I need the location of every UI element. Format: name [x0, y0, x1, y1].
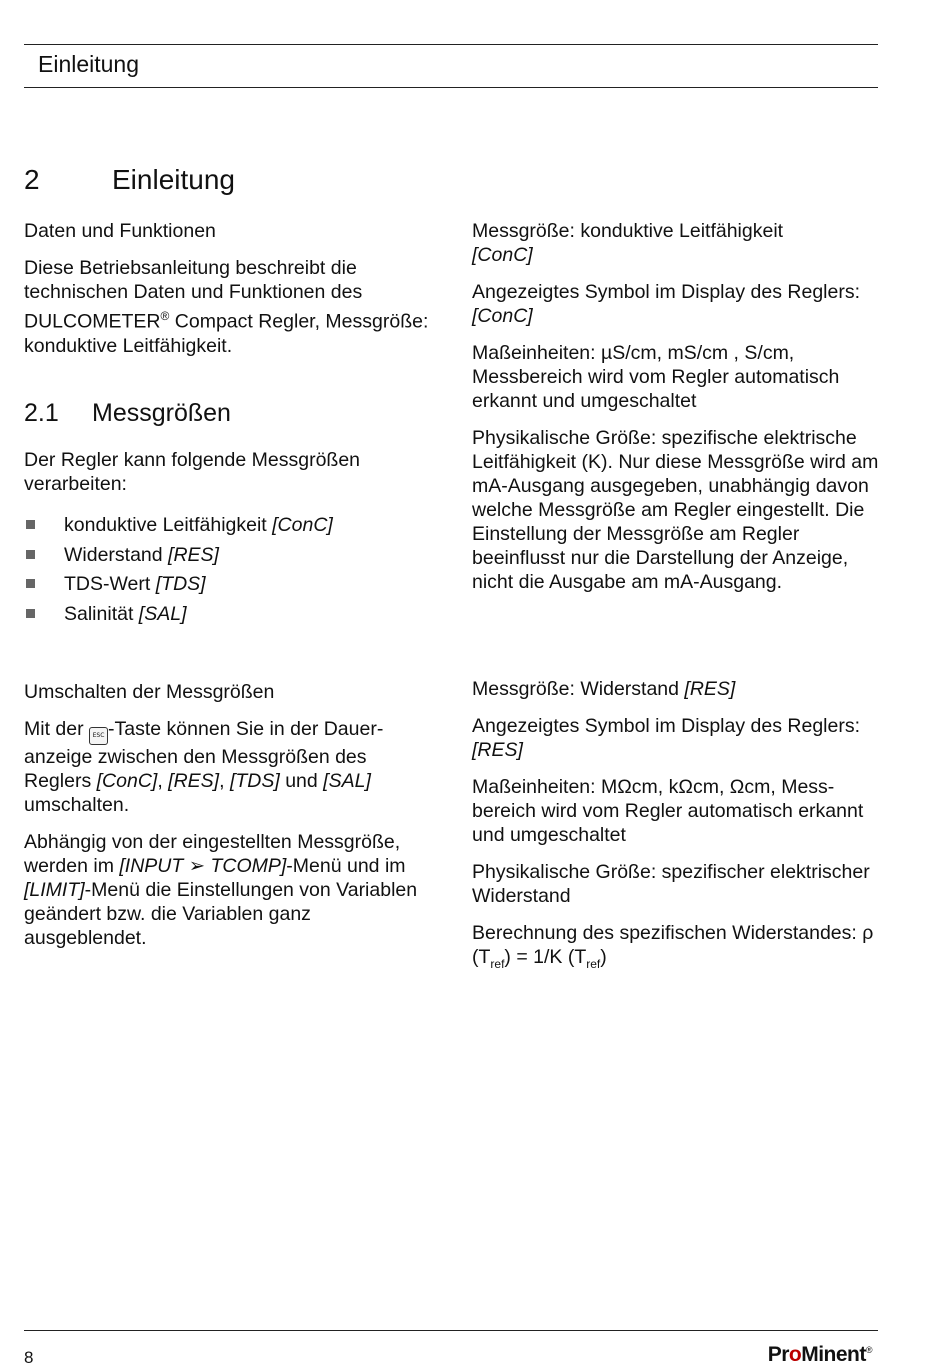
list-item: [24, 602, 429, 626]
list-item-text: TDS-Wert: [64, 573, 156, 595]
code-res: [RES]: [168, 770, 220, 792]
list-item-text: Widerstand: [64, 543, 169, 566]
list-item-code: [RES]: [168, 543, 219, 566]
symbol-code: [ConC]: [472, 305, 533, 327]
subscript-ref: ref: [586, 956, 601, 971]
list-item-code: [ConC]: [272, 514, 333, 536]
list-item-text: Salinität: [64, 602, 139, 625]
bullet-square-icon: [26, 520, 35, 529]
resistance-physics-paragraph: Physikalische Größe: spezifischer elektrischer Widerstand: [472, 861, 870, 907]
conductivity-symbol-paragraph: [472, 280, 887, 328]
right-bottom-block: [472, 677, 887, 989]
dependency-text: -Menü und im: [286, 855, 406, 877]
header-rule-bottom: [24, 87, 878, 88]
chapter-title: Einleitung: [112, 164, 235, 195]
measurands-intro: Der Regler kann folgende Messgrößen verarbeiten:: [24, 449, 361, 495]
code-conc: [ConC]: [96, 770, 158, 792]
logo-part: o: [788, 1343, 802, 1366]
heading-code: [RES]: [684, 678, 736, 700]
subscript-ref: ref: [490, 956, 505, 971]
footer-rule: [24, 1330, 878, 1331]
left-top-block: [24, 219, 429, 371]
heading-text: Messgröße: konduktive Leitfähigkeit: [472, 220, 784, 242]
bullet-square-icon: [26, 609, 35, 618]
data-functions-heading: Daten und Funktionen: [24, 220, 216, 242]
logo-part: Minent: [801, 1343, 866, 1366]
formula-text-end: ): [600, 946, 607, 968]
dependency-text: Abhängig von der eingestellten Messgröße, werden im: [24, 831, 401, 877]
section-title: Messgrößen: [92, 399, 231, 427]
left-bottom-block: [24, 680, 436, 963]
switching-text: -Taste können Sie in der Daueranzeige zwischen den Messgrößen des Reglers: [24, 718, 384, 792]
prominent-logo: [768, 1343, 872, 1367]
bullet-square-icon: [26, 579, 35, 588]
switching-text: Mit der: [24, 718, 90, 740]
heading-code: [ConC]: [472, 244, 533, 266]
measurands-block: [24, 448, 429, 631]
code-input-tcomp: [INPUT ➢ TCOMP]: [119, 855, 287, 877]
section-heading: [24, 399, 231, 428]
conductivity-physics-paragraph: Physikalische Größe: spezifische elektrische Leitfähigkeit (K). Nur diese Messgröße wird am mA-Ausgang ausgegeben, unabhängig davon welche Messgröße am Regler eingestellt. Die Einstellung der Messgröße am Regler beeinflusst nur die Darstellung der Anzeige, nicht die Ausgabe am mA-Ausgang.: [472, 427, 879, 593]
header-rule-top: [24, 44, 878, 45]
intro-paragraph: [24, 256, 429, 358]
formula-text: Berechnung des spezifischen Widerstandes: ρ (T: [472, 922, 874, 968]
resistance-units-paragraph: Maßeinheiten: MΩcm, kΩcm, Ωcm, Messbereich wird vom Regler automatisch erkannt und umgeschaltet: [472, 776, 864, 846]
list-item-code: [SAL]: [138, 602, 187, 625]
code-limit: [LIMIT]: [24, 879, 85, 901]
intro-text-end: Compact Regler, Messgröße: konduktive Leitfähigkeit.: [24, 310, 429, 357]
page-number: 8: [24, 1348, 34, 1367]
dependency-text-end: -Menü die Einstellungen von Variablen geändert bzw. die Variablen ganz ausgeblendet.: [24, 879, 418, 949]
list-item: [24, 513, 429, 537]
resistance-heading: [472, 677, 887, 701]
formula-text: ) = 1/K (T: [504, 946, 587, 968]
switching-heading: Umschalten der Messgrößen: [24, 681, 275, 703]
intro-text: Diese Betriebsanleitung beschreibt die technischen Daten und Funktionen des DULCOMETER: [24, 257, 363, 333]
resistance-symbol-paragraph: [472, 714, 887, 762]
logo-registered-mark: ®: [865, 1345, 872, 1355]
conductivity-heading: [472, 219, 887, 267]
chapter-heading: [24, 164, 235, 196]
dependency-paragraph: [24, 830, 436, 950]
code-tds: [TDS]: [229, 770, 280, 792]
esc-key-icon: ESC: [89, 727, 108, 745]
separator: ,: [219, 770, 230, 792]
section-number: 2.1: [24, 399, 59, 427]
list-item-code: [TDS]: [155, 573, 206, 595]
running-title: Einleitung: [38, 51, 140, 77]
symbol-text: Angezeigtes Symbol im Display des Reglers:: [472, 715, 861, 737]
conductivity-units-paragraph: Maßeinheiten: µS/cm, mS/cm , S/cm, Messbereich wird vom Regler automatisch erkannt und umgeschaltet: [472, 342, 840, 412]
resistance-formula-paragraph: [472, 921, 887, 976]
logo-part: Pr: [767, 1343, 789, 1366]
list-item: [24, 543, 429, 567]
chapter-number: 2: [24, 164, 40, 195]
bullet-square-icon: [26, 550, 35, 559]
code-sal: [SAL]: [323, 770, 371, 792]
symbol-code: [RES]: [472, 739, 523, 761]
symbol-text: Angezeigtes Symbol im Display des Reglers:: [472, 281, 861, 303]
right-top-block: [472, 219, 887, 607]
separator: ,: [157, 770, 169, 792]
switching-paragraph: [24, 717, 436, 817]
heading-text: Messgröße: Widerstand: [472, 678, 685, 700]
list-item: [24, 572, 429, 596]
list-item-text: konduktive Leitfähigkeit: [64, 514, 273, 536]
separator: und: [279, 770, 324, 792]
measurands-list: [24, 513, 429, 626]
switching-text-end: umschalten.: [24, 794, 130, 816]
registered-mark: ®: [160, 309, 170, 323]
